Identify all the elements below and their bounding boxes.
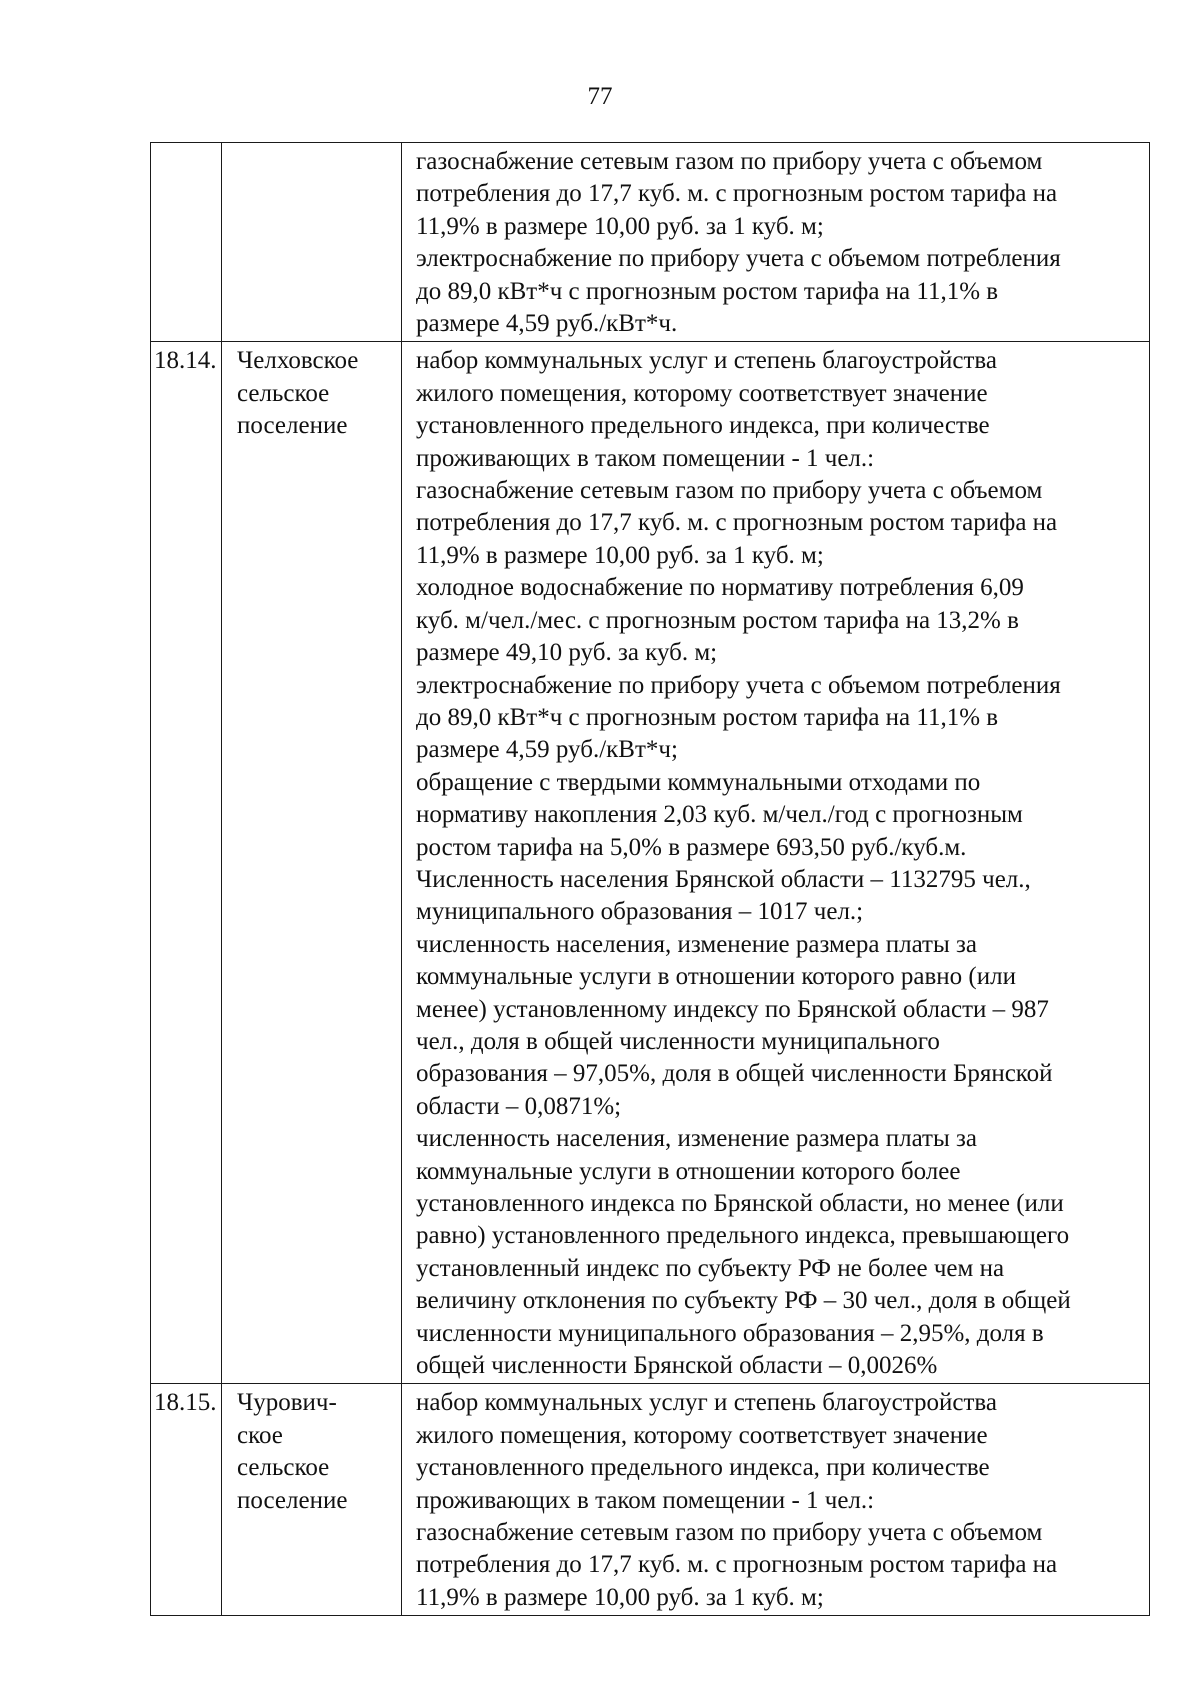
description-line: установленного индекса по Брянской области, но менее (или [416, 1190, 1064, 1217]
description-line: коммунальные услуги в отношении которого более [416, 1157, 961, 1185]
description-line: Численность населения Брянской области – 1132795 чел., [416, 865, 1031, 893]
row-number-cell [151, 143, 222, 342]
description-line: размере 4,59 руб./кВт*ч. [416, 310, 678, 338]
row-number: 18.15. [154, 1389, 217, 1417]
table-row [151, 143, 1150, 342]
settlement-name-line: Челховское [237, 347, 359, 375]
description-line: потребления до 17,7 куб. м. с прогнозным ростом тарифа на [416, 1551, 1058, 1579]
description-line: потребления до 17,7 куб. м. с прогнозным ростом тарифа на [416, 509, 1058, 537]
description-cell [402, 342, 1150, 1384]
description-line: 11,9% в размере 10,00 руб. за 1 куб. м; [416, 541, 824, 569]
settlement-name-line: сельское [237, 379, 330, 407]
settlement-name-line: ское [237, 1421, 283, 1449]
row-number-cell [151, 1384, 222, 1616]
row-number: 18.14. [154, 347, 217, 375]
description-cell [402, 1384, 1150, 1616]
settlement-name-line: сельское [237, 1454, 330, 1482]
description-line: равно) установленного предельного индекса, превышающего [416, 1222, 1070, 1250]
settlement-name-line: Чурович- [237, 1389, 337, 1417]
description-line: образования – 97,05%, доля в общей численности Брянской [416, 1060, 1053, 1088]
description-line: области – 0,0871%; [416, 1092, 622, 1120]
description-line: установленный индекс по субъекту РФ не более чем на [416, 1254, 1005, 1282]
description-line: муниципального образования – 1017 чел.; [416, 898, 864, 926]
description-line: набор коммунальных услуг и степень благоустройства [416, 1389, 997, 1417]
settlement-name-line: поселение [237, 412, 348, 440]
description-line: установленного предельного индекса, при количестве [416, 412, 990, 440]
description-line: газоснабжение сетевым газом по прибору учета с объемом [416, 1519, 1043, 1547]
description-line: до 89,0 кВт*ч с прогнозным ростом тарифа на 11,1% в [416, 703, 999, 731]
description-line: размере 4,59 руб./кВт*ч; [416, 736, 678, 764]
description-line: 11,9% в размере 10,00 руб. за 1 куб. м; [416, 1583, 824, 1611]
settlement-name-cell [222, 143, 402, 342]
description-line: 11,9% в размере 10,00 руб. за 1 куб. м; [416, 212, 824, 240]
table-row [151, 1384, 1150, 1616]
description-line: численность населения, изменение размера платы за [416, 930, 977, 958]
description-line: жилого помещения, которому соответствует значение [416, 1421, 988, 1449]
description-line: ростом тарифа на 5,0% в размере 693,50 руб./куб.м. [416, 833, 967, 861]
description-line: электроснабжение по прибору учета с объемом потребления [416, 671, 1061, 699]
description-cell [402, 143, 1150, 342]
description-line: жилого помещения, которому соответствует значение [416, 379, 988, 407]
description-line: менее) установленному индексу по Брянской области – 987 [416, 995, 1049, 1023]
description-line: размере 49,10 руб. за куб. м; [416, 639, 718, 667]
description-line: холодное водоснабжение по нормативу потребления 6,09 [416, 574, 1024, 602]
tariff-table [150, 142, 1150, 1616]
table-row [151, 342, 1150, 1384]
settlement-name-cell [222, 1384, 402, 1616]
description-line: проживающих в таком помещении - 1 чел.: [416, 444, 875, 472]
description-line: обращение с твердыми коммунальными отходами по [416, 768, 981, 796]
description-line: газоснабжение сетевым газом по прибору учета с объемом [416, 477, 1043, 505]
description-line: установленного предельного индекса, при количестве [416, 1454, 990, 1482]
description-line: до 89,0 кВт*ч с прогнозным ростом тарифа на 11,1% в [416, 277, 999, 305]
table-body [151, 143, 1150, 1616]
settlement-name-line: поселение [237, 1486, 348, 1514]
description-line: численности муниципального образования – 2,95%, доля в [416, 1319, 1044, 1347]
description-line: куб. м/чел./мес. с прогнозным ростом тарифа на 13,2% в [416, 606, 1019, 634]
description-line: нормативу накопления 2,03 куб. м/чел./год с прогнозным [416, 801, 1023, 829]
settlement-name-cell [222, 342, 402, 1384]
description-line: проживающих в таком помещении - 1 чел.: [416, 1486, 875, 1514]
description-line: набор коммунальных услуг и степень благоустройства [416, 347, 997, 375]
description-line: общей численности Брянской области – 0,0026% [416, 1352, 938, 1380]
description-line: чел., доля в общей численности муниципального [416, 1027, 940, 1055]
description-line: численность населения, изменение размера платы за [416, 1125, 977, 1153]
description-line: коммунальные услуги в отношении которого равно (или [416, 963, 1016, 991]
row-number-cell [151, 342, 222, 1384]
description-line: величину отклонения по субъекту РФ – 30 чел., доля в общей [416, 1287, 1071, 1315]
description-line: электроснабжение по прибору учета с объемом потребления [416, 245, 1061, 273]
page-number: 77 [587, 83, 613, 110]
description-line: газоснабжение сетевым газом по прибору учета с объемом [416, 148, 1043, 175]
description-line: потребления до 17,7 куб. м. с прогнозным ростом тарифа на [416, 180, 1058, 208]
row-number [151, 143, 221, 146]
